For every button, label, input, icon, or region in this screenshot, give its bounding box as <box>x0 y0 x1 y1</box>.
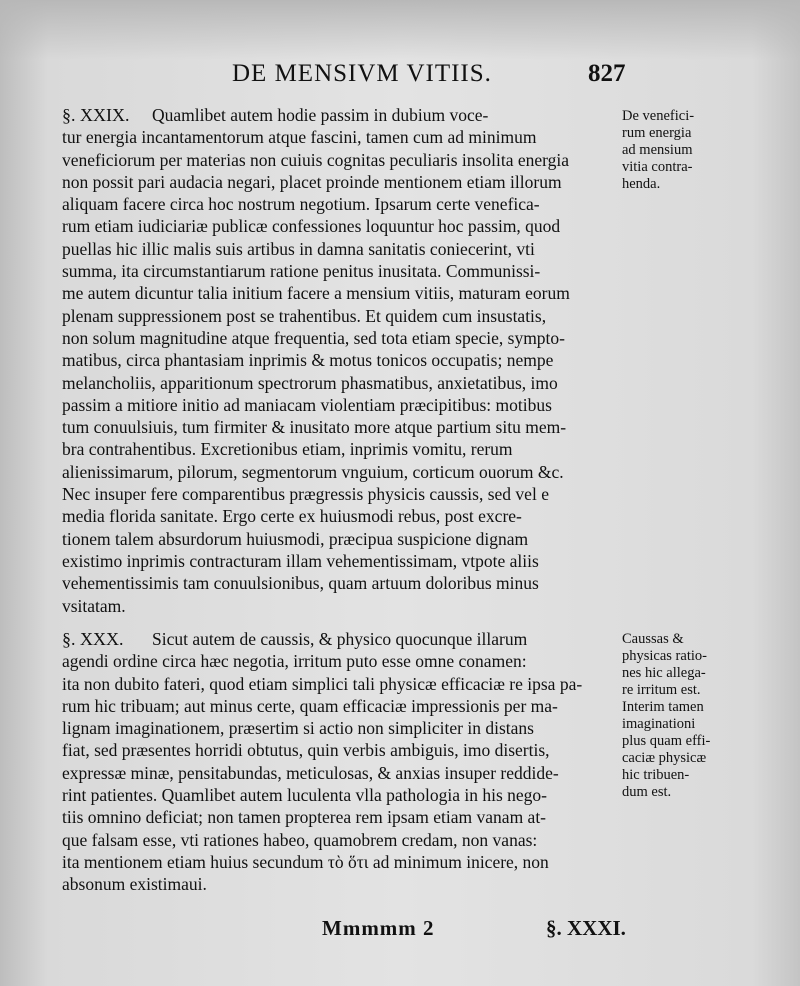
text-line: agendi ordine circa hæc negotia, irritum puto esse omne conamen: <box>62 651 527 672</box>
page-top-shadow <box>0 0 800 60</box>
text-line: tionem talem absurdorum huiusmodi, præcipua suspicione dignam <box>62 528 529 549</box>
text-line: aliquam facere circa hoc nostrum negotium. Ipsarum certe venefica- <box>62 194 540 215</box>
running-head <box>0 60 800 94</box>
section-number: §. XXX. <box>62 629 124 649</box>
text-line: Nec insuper fere comparentibus prægressis physicis caussis, sed vel e <box>62 484 549 505</box>
margin-line: caciæ physicæ <box>622 750 707 766</box>
margin-line: henda. <box>622 176 661 192</box>
text-line: ita non dubito fateri, quod etiam simplici tali physicæ efficaciæ re ipsa pa- <box>62 673 583 694</box>
text-line: vsitatam. <box>62 595 126 616</box>
text-line: tiis omnino deficiat; non tamen propterea rem ipsam etiam vanam at- <box>62 807 547 828</box>
page-footer <box>0 916 800 944</box>
margin-line: Caussas & <box>622 631 684 647</box>
text-line: media florida sanitate. Ergo certe ex huiusmodi rebus, post excre- <box>62 506 522 527</box>
margin-line: re irritum est. <box>622 682 701 698</box>
text-line: matibus, circa phantasiam inprimis & motus tonicos occupatis; nempe <box>62 350 554 371</box>
text-line: me autem dicuntur talia initium facere a mensium vitiis, maturam eorum <box>62 283 570 304</box>
text-line: que falsam esse, vti rationes habeo, quamobrem credam, non vanas: <box>62 829 538 850</box>
margin-line: vitia contra- <box>622 159 693 175</box>
text-line: tur energia incantamentorum atque fascini, tamen cum ad minimum <box>62 127 537 148</box>
margin-line: nes hic allega- <box>622 665 706 681</box>
running-title: DE MENSIVM VITIIS. <box>232 60 492 87</box>
text-line: §. XXX. Sicut autem de caussis, & physico quocunque illarum <box>62 629 528 649</box>
catchword: §. XXXI. <box>546 916 626 940</box>
text-line: rum hic tribuam; aut minus certe, quam efficaciæ impressionis per ma- <box>62 695 558 716</box>
margin-line: plus quam effi- <box>622 733 711 749</box>
margin-line: physicas ratio- <box>622 648 707 664</box>
text-line: alienissimarum, pilorum, segmentorum vnguium, corticum ouorum &c. <box>62 461 564 482</box>
text-line: puellas hic illic malis suis artibus in damna sanitatis coniecerint, vti <box>62 238 535 259</box>
margin-line: ad mensium <box>622 142 693 158</box>
text-line: vehementissimis tam conuulsionibus, quam artuum doloribus minus <box>62 573 539 594</box>
text-line: plenam suppressionem post se trahentibus. Et quidem cum insustatis, <box>62 305 547 326</box>
margin-line: De venefici- <box>622 108 695 124</box>
paragraph-section-29 <box>62 104 616 617</box>
text-line: absonum existimaui. <box>62 874 207 895</box>
text-line: rum etiam iudiciariæ publicæ confessiones loquuntur hoc passim, quod <box>62 216 561 237</box>
text-line: ita mentionem etiam huius secundum τὸ ὅτι ad minimum inicere, non <box>62 851 549 872</box>
margin-note-1 <box>622 108 794 193</box>
paragraph-section-30 <box>62 628 616 896</box>
text-line: existimo inprimis contracturam illam vehementissimam, vtpote aliis <box>62 550 539 571</box>
margin-line: dum est. <box>622 784 672 800</box>
margin-line: rum energia <box>622 125 692 141</box>
text-line: lignam imaginationem, præsertim si actio non simpliciter in distans <box>62 718 534 739</box>
text-line: melancholiis, apparitionum spectrorum phasmatibus, anxietatibus, imo <box>62 372 558 393</box>
margin-note-2 <box>622 631 794 801</box>
text-line: tum conuulsiuis, tum firmiter & inusitato more atque partium situ mem- <box>62 417 567 438</box>
page-number: 827 <box>588 60 626 87</box>
text-line: passim a mitiore initio ad maniacam violentiam præcipitibus: motibus <box>62 394 552 415</box>
section-number: §. XXIX. <box>62 105 130 125</box>
text-line: §. XXIX. Quamlibet autem hodie passim in dubium voce- <box>62 105 489 125</box>
margin-line: imaginationi <box>622 716 696 732</box>
text-line: rint patientes. Quamlibet autem luculenta vlla pathologia in his nego- <box>62 785 548 806</box>
text-line: summa, ita circumstantiarum ratione penitus inusitata. Communissi- <box>62 261 541 282</box>
text-line: veneficiorum per materias non cuiuis cognitas peculiaris insolita energia <box>62 149 570 170</box>
text-line: non solum magnitudine atque frequentia, sed tota etiam specie, sympto- <box>62 327 565 348</box>
signature-mark: Mmmmm 2 <box>322 916 435 940</box>
text-line: expressæ minæ, pensitabundas, meticulosas, & anxias insuper reddide- <box>62 762 559 783</box>
text-line: non possit pari audacia negari, placet proinde mentionem etiam illorum <box>62 171 562 192</box>
text-line: bra contrahentibus. Excretionibus etiam, inprimis vomitu, rerum <box>62 439 513 460</box>
margin-line: Interim tamen <box>622 699 704 715</box>
text-line: fiat, sed præsentes horridi obtutus, quin verbis ambiguis, imo disertis, <box>62 740 550 761</box>
margin-line: hic tribuen- <box>622 767 690 783</box>
